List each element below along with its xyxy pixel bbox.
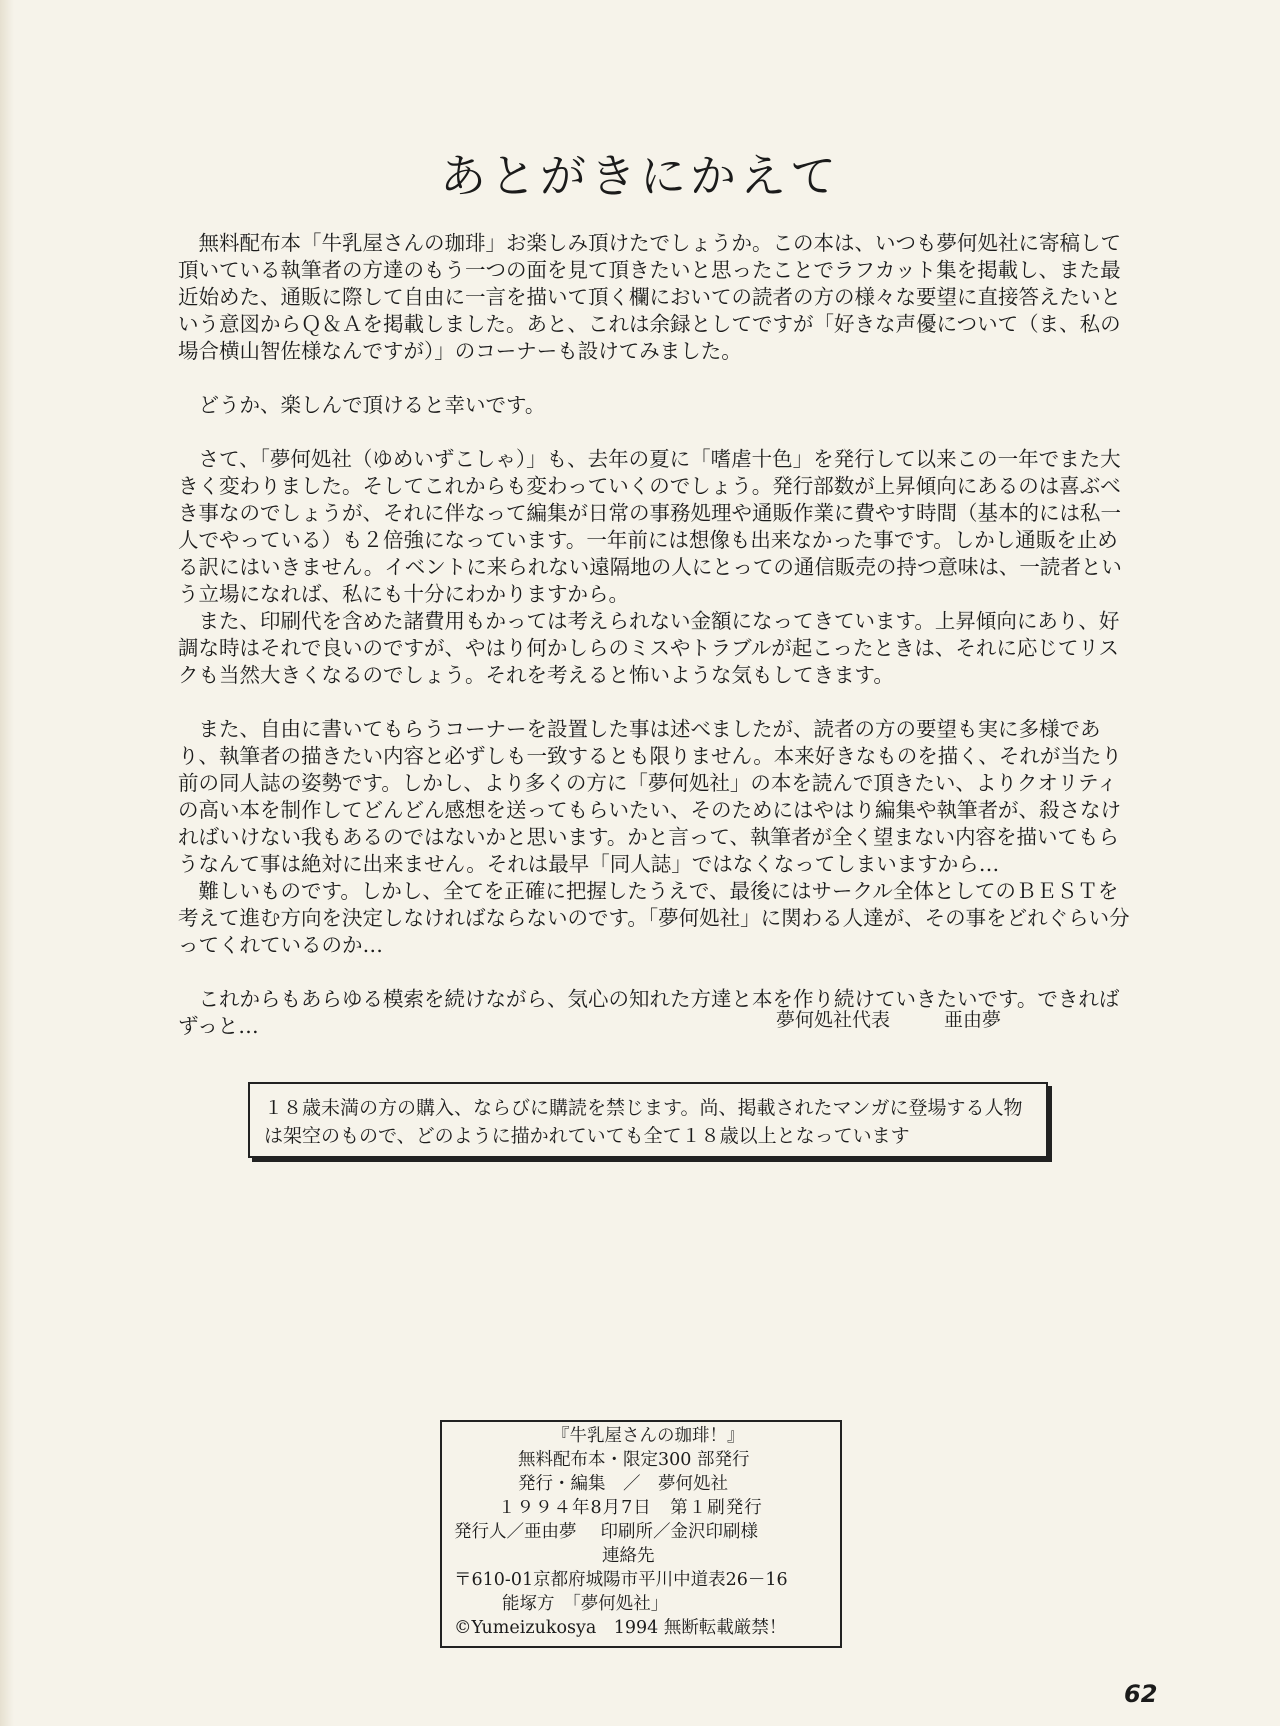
- colophon-date: １９９４年8月7日 第１刷発行: [498, 1498, 763, 1518]
- colophon-contact-label: 連絡先: [602, 1546, 655, 1566]
- colophon-copyright: ©Yumeizukosya 1994 無断転載厳禁！: [454, 1618, 787, 1638]
- paragraph-difficulty: 難しいものです。しかし、全てを正確に把握したうえで、最後にはサークル全体としてのＢＥＳＴを考えて進む方向を決定しなければならないのです。「夢何処社」に関わる人達が、その事をどれぐらい分ってくれているのか…: [178, 879, 1130, 957]
- colophon-edition: 無料配布本・限定300 部発行: [518, 1450, 750, 1470]
- paragraph-growth: さて、「夢何処社（ゆめいずこしゃ）」も、去年の夏に「嗜虐十色」を発行して以来この一年でまた大きく変わりました。そしてこれからも変わっていくのでしょう。発行部数が上昇傾向にあるのは喜ぶべき事なのでしょうが、それに伴なって編集が日常の事務処理や通販作業に費やす時間（基本的には私一人でやっている）も２倍強になっています。一年前には想像も出来なかった事です。しかし通販を止める訳にはいきません。イベントに来られない遠隔地の人にとっての通信販売の持つ意味は、一読者という立場になれば、私にも十分にわかりますから。: [178, 447, 1122, 606]
- paragraph-readers: また、自由に書いてもらうコーナーを設置した事は述べましたが、読者の方の要望も実に多様であり、執筆者の描きたい内容と必ずしも一致するとも限りません。本来好きなものを描く、それが当たり前の同人誌の姿勢です。しかし、より多くの方に「夢何処社」の本を読んで頂きたい、よりクオリティの高い本を制作してどんどん感想を送ってもらいたい、そのためにはやはり編集や執筆者が、殺さなければいけない我もあるのではないかと思います。かと言って、執筆者が全く望まない内容を描いてもらうなんて事は絶対に出来ません。それは最早「同人誌」ではなくなってしまいますから…: [178, 717, 1122, 876]
- colophon-publisher: 発行・編集 ／ 夢何処社: [518, 1474, 728, 1494]
- signature-org: 夢何処社代表: [776, 1009, 891, 1031]
- colophon-printer: 印刷所／金沢印刷様: [600, 1522, 758, 1542]
- signature-name: 亜由夢: [944, 1009, 1002, 1031]
- colophon-address: 〒610-01京都府城陽市平川中道表26－16: [454, 1570, 788, 1590]
- page-number: 62: [1124, 1680, 1158, 1708]
- paragraph-costs: また、印刷代を含めた諸費用もかっては考えられない金額になってきています。上昇傾向にあり、好調な時はそれで良いのですが、やはり何かしらのミスやトラブルが起こったときは、それに応じてリスクも当然大きくなるのでしょう。それを考えると怖いような気もしてきます。: [178, 609, 1120, 687]
- colophon-box: [440, 1420, 842, 1648]
- colophon-issuer-printer: [442, 1520, 840, 1544]
- paragraph-intro: 無料配布本「牛乳屋さんの珈琲」お楽しみ頂けたでしょうか。この本は、いつも夢何処社に寄稿して頂いている執筆者の方達のもう一つの面を見て頂きたいと思ったことでラフカット集を掲載し、また最近始めた、通販に際して自由に一言を描いて頂く欄においての読者の方の様々な要望に直接答えたいという意図からＱ＆Ａを掲載しました。あと、これは余録としてですが「好きな声優について（ま、私の場合横山智佐様なんですが）」のコーナーも設けてみました。: [178, 231, 1121, 363]
- afterword-body: [178, 230, 1136, 1067]
- colophon-issuer: 発行人／亜由夢: [454, 1522, 577, 1542]
- age-notice-box: [248, 1082, 1048, 1158]
- page-title: あとがきにかえて: [440, 149, 840, 203]
- colophon-care-of: 能塚方 「夢何処社」: [502, 1594, 669, 1614]
- page-binding-edge: [0, 0, 14, 1726]
- paragraph-closing: これからもあらゆる模索を続けながら、気心の知れた方達と本を作り続けていきたいです。できればずっと…: [178, 987, 1120, 1038]
- paragraph-hope: どうか、楽しんで頂けると幸いです。: [198, 393, 546, 417]
- colophon-book-title: 『牛乳屋さんの珈琲！』: [552, 1426, 745, 1446]
- age-notice-text: １８歳未満の方の購入、ならびに購読を禁じます。尚、掲載されたマンガに登場する人物は架空のもので、どのように描かれていても全て１８歳以上となっています: [264, 1097, 1023, 1147]
